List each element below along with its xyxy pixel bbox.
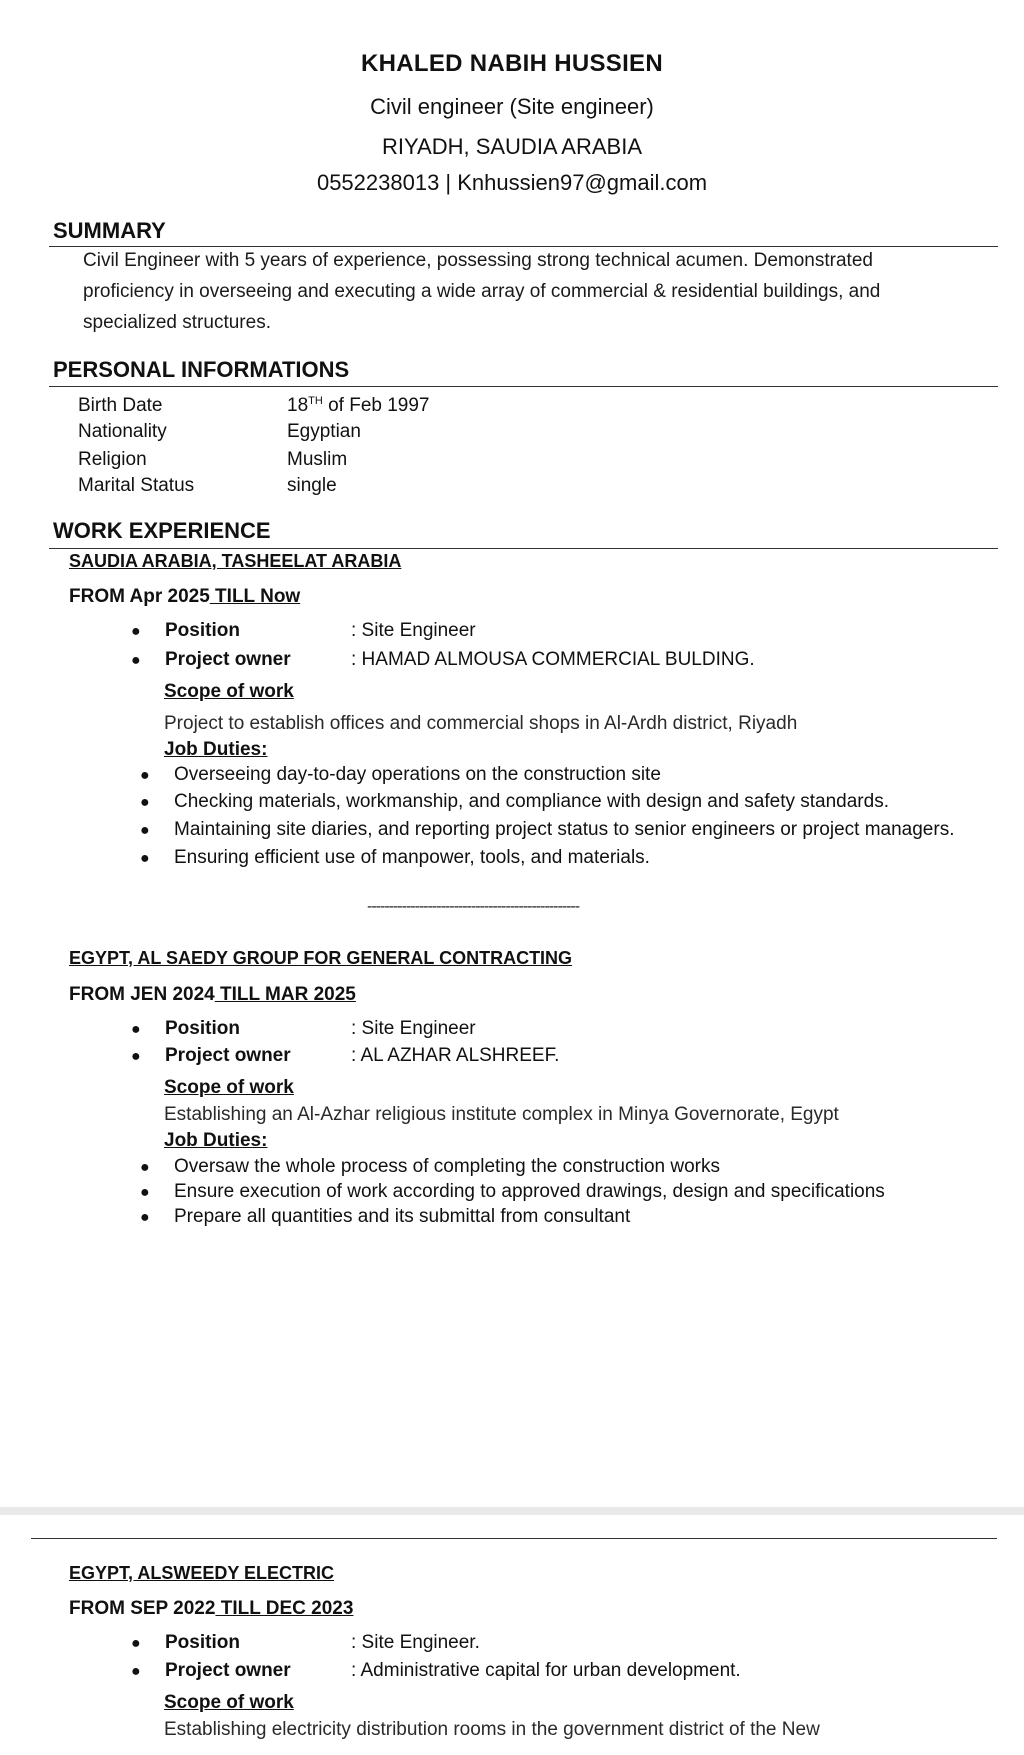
- duty-item: ● Prepare all quantities and its submittal from consultant: [140, 1206, 631, 1227]
- owner-row: ● Project owner : Administrative capital for urban development.: [131, 1660, 741, 1681]
- summary-heading: SUMMARY: [53, 218, 166, 243]
- bullet-icon: ●: [131, 1021, 141, 1038]
- bullet-icon: ●: [131, 1048, 141, 1065]
- scope-text: Establishing an Al-Azhar religious institute complex in Minya Governorate, Egypt: [164, 1104, 839, 1125]
- owner-row: ● Project owner : AL AZHAR ALSHREEF.: [131, 1045, 560, 1066]
- bullet-icon: ●: [140, 1159, 150, 1176]
- info-value: 18TH of Feb 1997: [287, 395, 430, 416]
- info-value: Muslim: [287, 449, 348, 470]
- position-row: ● Position : Site Engineer.: [131, 1632, 480, 1653]
- bullet-icon: ●: [140, 1209, 150, 1226]
- scope-heading: Scope of work: [164, 1692, 294, 1713]
- duty-item: ● Maintaining site diaries, and reporting project status to senior engineers or project managers.: [140, 819, 955, 840]
- scope-text: Project to establish offices and commercial shops in Al-Ardh district, Riyadh: [164, 713, 798, 734]
- personal-rule: [49, 386, 998, 387]
- scope-text: Establishing electricity distribution rooms in the government district of the New: [164, 1719, 820, 1740]
- summary-text: [83, 245, 943, 338]
- bullet-icon: ●: [131, 1663, 141, 1680]
- duty-item: ● Ensuring efficient use of manpower, tools, and materials.: [140, 847, 650, 868]
- company-name: EGYPT, ALSWEEDY ELECTRIC: [69, 1563, 335, 1583]
- bullet-icon: ●: [140, 794, 150, 811]
- duty-item: ● Ensure execution of work according to approved drawings, design and specifications: [140, 1181, 885, 1202]
- company-name: SAUDIA ARABIA, TASHEELAT ARABIA: [69, 551, 402, 571]
- position-row: ● Position : Site Engineer: [131, 1018, 476, 1039]
- summary-line: Civil Engineer with 5 years of experience, possessing strong technical acumen. Demonstrated: [83, 250, 873, 271]
- page-top-rule: [31, 1538, 997, 1539]
- job-separator: -------------------------------------------------: [367, 898, 580, 915]
- duty-item: ● Oversaw the whole process of completing the construction works: [140, 1156, 720, 1177]
- scope-heading: Scope of work: [164, 681, 294, 702]
- company-name: EGYPT, AL SAEDY GROUP FOR GENERAL CONTRACTING: [69, 948, 573, 968]
- bullet-icon: ●: [131, 1635, 141, 1652]
- candidate-name: KHALED NABIH HUSSIEN: [360, 50, 663, 77]
- duty-item: ● Checking materials, workmanship, and compliance with design and safety standards.: [140, 791, 889, 812]
- job-dates: FROM JEN 2024 TILL MAR 2025: [69, 984, 356, 1005]
- job-title: Civil engineer (Site engineer): [370, 94, 654, 119]
- location: RIYADH, SAUDIA ARABIA: [381, 134, 642, 159]
- info-value: single: [287, 475, 337, 496]
- info-label: Birth Date: [78, 395, 163, 416]
- info-label: Nationality: [78, 421, 167, 442]
- info-row-marital: [78, 475, 337, 497]
- job-dates: FROM Apr 2025 TILL Now: [69, 586, 301, 607]
- position-row: ● Position : Site Engineer: [131, 620, 476, 641]
- contact-info: 0552238013 | Knhussien97@gmail.com: [316, 170, 708, 195]
- bullet-icon: ●: [140, 1184, 150, 1201]
- duties-heading: Job Duties:: [164, 739, 268, 760]
- summary-line: proficiency in overseeing and executing a wide array of commercial & residential buildings, and: [83, 281, 881, 302]
- page-break: [0, 1507, 1024, 1515]
- bullet-icon: ●: [140, 822, 150, 839]
- work-heading: WORK EXPERIENCE: [53, 518, 271, 543]
- info-row-religion: [78, 449, 347, 471]
- summary-line: specialized structures.: [83, 312, 271, 333]
- info-row-nationality: [78, 421, 361, 443]
- bullet-icon: ●: [131, 652, 141, 669]
- bullet-icon: ●: [140, 850, 150, 867]
- duties-heading: Job Duties:: [164, 1130, 268, 1151]
- work-rule: [49, 548, 998, 549]
- resume-page-2: [0, 1515, 1024, 1755]
- bullet-icon: ●: [140, 767, 150, 784]
- info-value: Egyptian: [287, 421, 361, 442]
- info-label: Marital Status: [78, 475, 195, 496]
- info-row-birth: [78, 395, 430, 417]
- duty-item: ● Overseeing day-to-day operations on the construction site: [140, 764, 661, 785]
- scope-heading: Scope of work: [164, 1077, 294, 1098]
- job-dates: FROM SEP 2022 TILL DEC 2023: [69, 1598, 354, 1619]
- personal-heading: PERSONAL INFORMATIONS: [53, 357, 350, 382]
- bullet-icon: ●: [131, 623, 141, 640]
- owner-row: ● Project owner : HAMAD ALMOUSA COMMERCIAL BULDING.: [131, 649, 755, 670]
- info-label: Religion: [78, 449, 147, 470]
